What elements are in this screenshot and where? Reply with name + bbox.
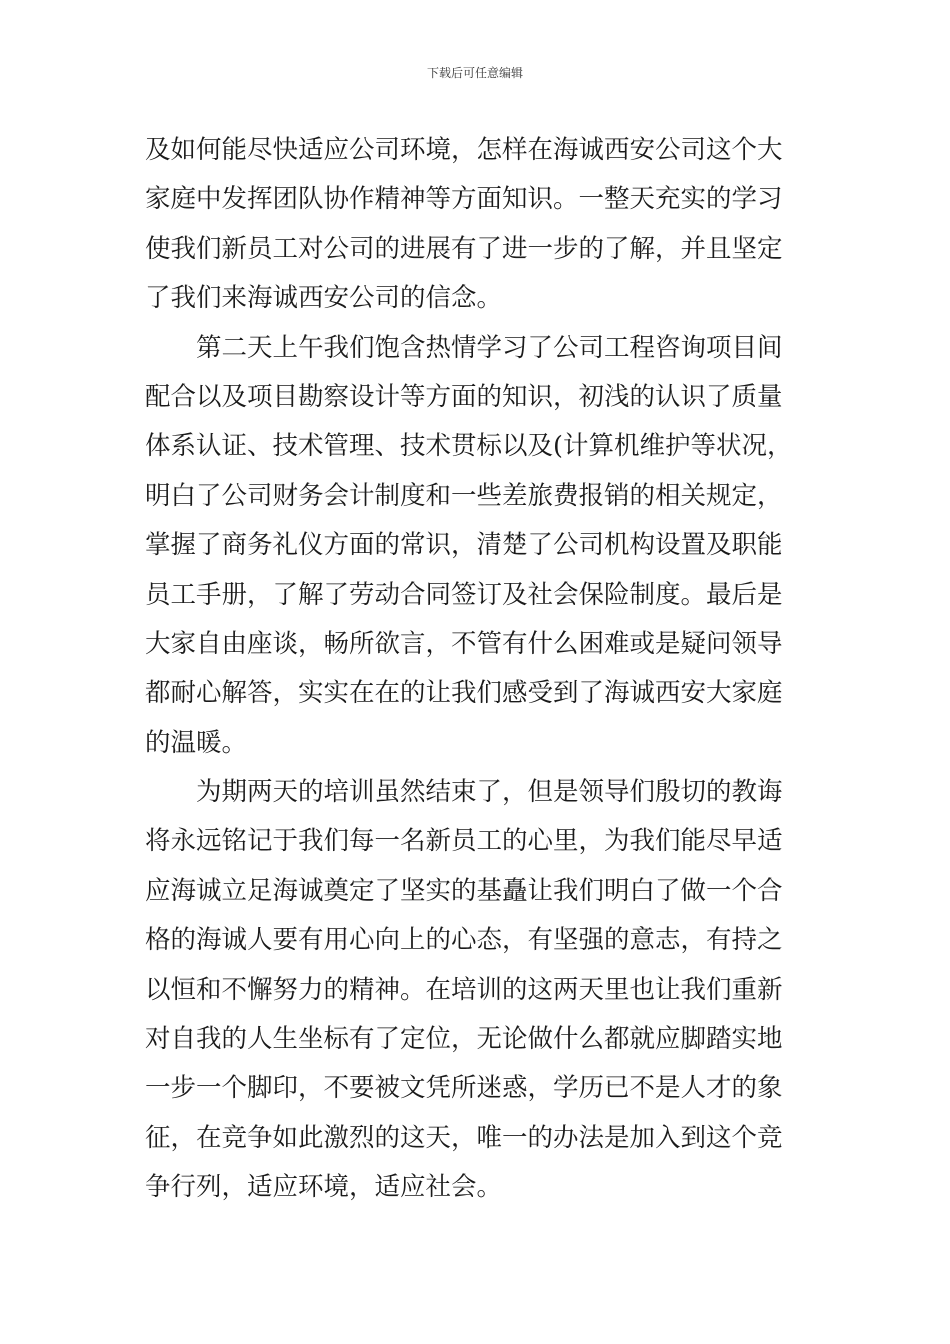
document-body [145,126,807,1213]
text-line: 对自我的人生坐标有了定位，无论做什么都就应脚踏实地 [145,1024,783,1055]
text-line: 以恒和不懈努力的精神。在培训的这两天里也让我们重新 [145,974,783,1005]
text-line: 争行列，适应环境，适应社会。 [145,1172,503,1203]
page-header: 下载后可任意编辑 [426,66,523,80]
text-line: 征，在竞争如此激烈的这天，唯一的办法是加入到这个竞 [145,1122,783,1153]
text-line: 员工手册，了解了劳动合同签订及社会保险制度。最后是 [145,579,783,610]
text-line: 明白了公司财务会计制度和一些差旅费报销的相关规定， [145,480,783,511]
text-line: 一步一个脚印，不要被文凭所迷惑，学历已不是人才的象 [145,1073,783,1104]
text-line: 的温暖。 [145,727,248,758]
text-line: 掌握了商务礼仪方面的常识，清楚了公司机构设置及职能 [145,530,783,561]
text-line: 家庭中发挥团队协作精神等方面知识。一整天充实的学习 [145,184,783,215]
text-line: 格的海诚人要有用心向上的心态，有坚强的意志，有持之 [145,925,783,956]
text-line: 配合以及项目勘察设计等方面的知识，初浅的认识了质量 [145,381,783,412]
text-line: 应海诚立足海诚奠定了坚实的基矗让我们明白了做一个合 [145,875,783,906]
text-line-indented: 第二天上午我们饱含热情学习了公司工程咨询项目间 [196,332,783,363]
paragraph [145,126,807,324]
text-line: 将永远铭记于我们每一名新员工的心里，为我们能尽早适 [145,826,783,857]
paragraph [145,768,807,1213]
text-line: 体系认证、技术管理、技术贯标以及(计算机维护等状况， [145,431,793,462]
text-line: 及如何能尽快适应公司环境，怎样在海诚西安公司这个大 [145,135,783,165]
paragraph [145,324,807,769]
text-line: 都耐心解答，实实在在的让我们感受到了海诚西安大家庭 [145,678,783,709]
text-line: 使我们新员工对公司的进展有了进一步的了解，并且坚定 [145,233,783,264]
text-line: 了我们来海诚西安公司的信念。 [145,283,503,314]
text-line: 大家自由座谈，畅所欲言，不管有什么困难或是疑问领导 [145,628,783,659]
text-line-indented: 为期两天的培训虽然结束了，但是领导们殷切的教诲 [196,777,783,808]
